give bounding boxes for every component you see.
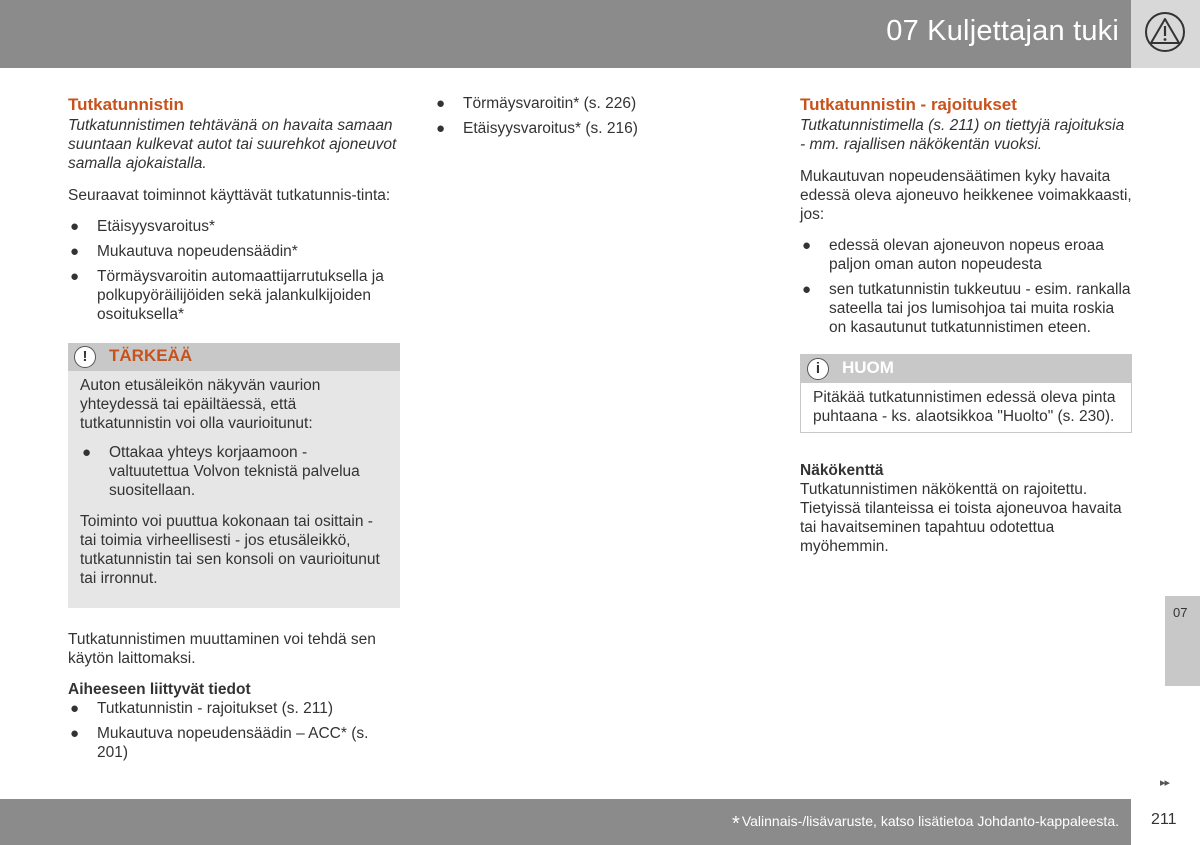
legal-note: Tutkatunnistimen muuttaminen voi tehdä sen käytön laittomaksi.: [68, 631, 376, 667]
page-header: [0, 0, 1131, 68]
related-link[interactable]: ● Tutkatunnistin - rajoitukset (s. 211): [70, 700, 334, 717]
list-item: ● Törmäysvaroitin automaattijarrutuksella ja polkupyöräilijöiden sekä jalankulkijoiden osoituksella*: [70, 268, 384, 323]
footnote-text: Valinnais-/lisävaruste, katso lisätietoa Johdanto-kappaleesta.: [741, 813, 1119, 829]
next-page-arrow-icon: ▸▸: [1160, 777, 1170, 789]
note-header: [801, 355, 1131, 383]
bullet-icon: ●: [70, 243, 80, 260]
intro-text: Seuraavat toiminnot käyttävät tutkatunnis-tinta:: [68, 187, 391, 204]
related-list: [68, 699, 402, 762]
page-number-box: [1131, 799, 1200, 845]
important-box: [68, 343, 400, 608]
footnote: [732, 813, 1119, 836]
column-2: [434, 94, 764, 150]
bullet-icon: ●: [70, 725, 80, 742]
page-number: 211: [1151, 811, 1177, 828]
bullet-icon: ●: [436, 120, 446, 137]
list-item: ● sen tutkatunnistin tukkeutuu - esim. rankalla sateella tai jos lumisohjoa tai muita roskia on kasautunut tutkatunnistimen eteen.: [802, 281, 1131, 336]
info-icon: i: [807, 358, 829, 380]
related-link[interactable]: ● Etäisyysvaroitus* (s. 216): [436, 120, 638, 137]
function-list: [68, 217, 402, 324]
chapter-side-tab[interactable]: [1165, 596, 1200, 686]
exclamation-icon: !: [74, 346, 96, 368]
bullet-icon: ●: [802, 237, 812, 254]
important-body: [68, 371, 400, 588]
header-icon-box: [1131, 0, 1200, 68]
related-heading: Aiheeseen liittyvät tiedot: [68, 681, 251, 698]
chapter-title: 07 Kuljettajan tuki: [886, 15, 1119, 47]
related-link[interactable]: ● Törmäysvaroitin* (s. 226): [436, 95, 637, 112]
section-lead: Tutkatunnistimella (s. 211) on tiettyjä rajoituksia - mm. rajallisen näkökentän vuoksi.: [800, 117, 1125, 153]
bullet-icon: ●: [70, 700, 80, 717]
note-body: [801, 383, 1131, 432]
section-heading: Tutkatunnistin: [68, 95, 184, 114]
bullet-icon: ●: [82, 444, 92, 461]
list-item: ● Ottakaa yhteys korjaamoon - valtuutettua Volvon teknistä palvelua suositellaan.: [82, 444, 360, 499]
note-text: Pitäkää tutkatunnistimen edessä oleva pinta puhtaana - ks. alaotsikkoa "Huolto" (s. 230).: [813, 389, 1116, 425]
sub-heading: Näkökenttä: [800, 462, 884, 479]
chapter-number: 07: [1173, 605, 1188, 620]
bullet-icon: ●: [70, 268, 80, 285]
section-heading: Tutkatunnistin - rajoitukset: [800, 95, 1017, 114]
section-lead: Tutkatunnistimen tehtävänä on havaita samaan suuntaan kulkevat autot tai suurehkot ajoneuvot samalla ajokaistalla.: [68, 117, 397, 172]
bullet-icon: ●: [802, 281, 812, 298]
list-item: ● Etäisyysvaroitus*: [70, 218, 216, 235]
note-label: HUOM: [842, 358, 894, 377]
important-text: Auton etusäleikön näkyvän vaurion yhteydessä tai epäiltäessä, että tutkatunnistin voi olla vaurioitunut:: [80, 377, 321, 432]
list-item: ● Mukautuva nopeudensäädin*: [70, 243, 298, 260]
important-list: [80, 443, 388, 500]
sub-text: Tutkatunnistimen näkökenttä on rajoitettu. Tietyissä tilanteissa ei toista ajoneuvoa havaita tai havaitseminen tapahtuu odotettua myöhemmin.: [800, 481, 1122, 555]
footnote-star: *: [732, 813, 740, 835]
important-header: [68, 343, 400, 371]
column-3: [800, 94, 1132, 568]
intro-text: Mukautuvan nopeudensäätimen kyky havaita edessä oleva ajoneuvo heikkenee voimakkaasti, jos:: [800, 168, 1132, 223]
limitation-list: [800, 236, 1132, 337]
list-item: ● edessä olevan ajoneuvon nopeus eroaa paljon oman auton nopeudesta: [802, 237, 1104, 273]
related-list-continued: [434, 94, 764, 138]
page-footer: [0, 799, 1131, 845]
important-label: TÄRKEÄÄ: [109, 346, 193, 365]
warning-triangle-icon: [1144, 11, 1186, 53]
bullet-icon: ●: [436, 95, 446, 112]
important-text: Toiminto voi puuttua kokonaan tai osittain - tai toimia virheellisesti - jos etusäleikkö, tutkatunnistin tai sen konsoli on vaurioitunut tai irronnut.: [80, 513, 380, 587]
related-link[interactable]: ● Mukautuva nopeudensäädin – ACC* (s. 201): [70, 725, 369, 761]
note-box: [800, 354, 1132, 433]
bullet-icon: ●: [70, 218, 80, 235]
column-1: [68, 94, 402, 774]
